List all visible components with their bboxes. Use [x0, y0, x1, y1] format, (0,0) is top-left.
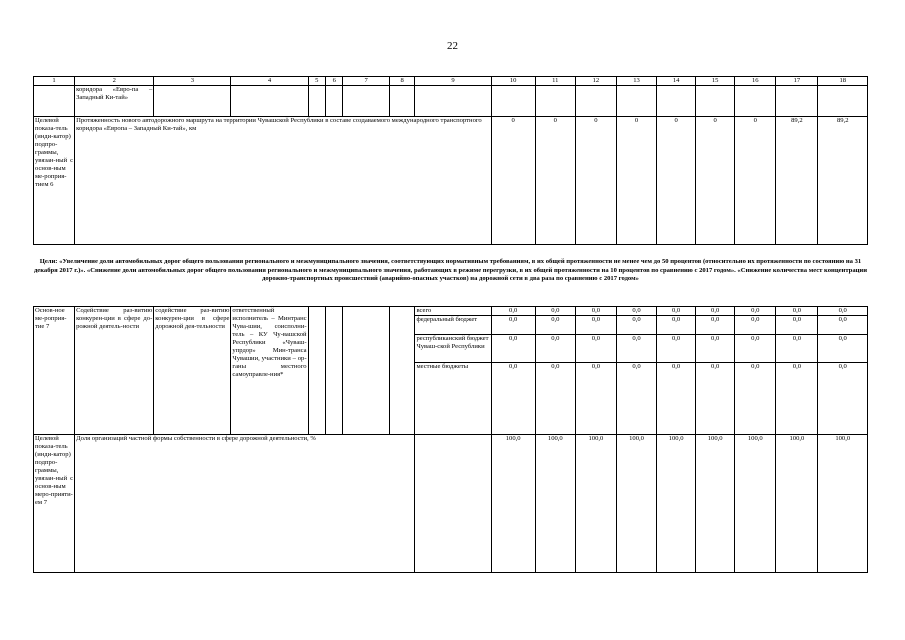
value-cell: 0,0: [818, 316, 868, 335]
value-cell: 0,0: [491, 307, 535, 316]
indicator-label: Целевой показа-тель (инди-катор) подпро-граммы, увязан-ный с основ-ным меро-прияти-ем 7: [34, 435, 75, 573]
value-cell: 0,0: [696, 363, 735, 435]
value-cell: 89,2: [818, 117, 868, 245]
value-cell: 0,0: [616, 307, 656, 316]
value-cell: 0,0: [657, 363, 696, 435]
value-cell: 0,0: [491, 316, 535, 335]
value-cell: 0,0: [735, 335, 776, 363]
col-number: 5: [308, 77, 325, 86]
value-cell: 0,0: [491, 363, 535, 435]
value-cell: 0,0: [696, 316, 735, 335]
col-number: 8: [389, 77, 415, 86]
value-cell: 0,0: [818, 335, 868, 363]
value-cell: 0,0: [818, 307, 868, 316]
col-number: 14: [657, 77, 696, 86]
value-cell: 100,0: [575, 435, 616, 573]
col-number: 6: [326, 77, 343, 86]
col-number: 15: [696, 77, 735, 86]
value-cell: 0: [735, 117, 776, 245]
value-cell: 89,2: [776, 117, 818, 245]
col-number: 1: [34, 77, 75, 86]
value-cell: 0,0: [535, 363, 575, 435]
value-cell: 100,0: [491, 435, 535, 573]
continuation-text: коридора «Евро-па – Западный Ки-тай»: [75, 86, 154, 117]
goals-text: Цели: «Увеличение доли автомобильных дорог общего пользования регионального и межмуниципального значения, соответствующих нормативным требованиям, в их общей протяженности не менее чем до 50 процентов (относительно их протяженности по состоянию на 31 декабря 2017 г.)». «Снижение доли автомобильных дорог общего пользования регионального и межмуниципального значения, работающих в режиме перегрузки, в их общей протяженности на 10 процентов по сравнению с 2017 годом». «Снижение количества мест концентрации дорожно-транспортных происшествий (аварийно-опасных участков) на дорожной сети в два раза по сравнению с 2017 годом»: [33, 258, 868, 282]
value-cell: 0,0: [575, 335, 616, 363]
value-cell: 0,0: [657, 307, 696, 316]
value-cell: 0: [535, 117, 575, 245]
measure-row: [34, 307, 868, 316]
col-number: 18: [818, 77, 868, 86]
col-number: 3: [154, 77, 231, 86]
value-cell: 0,0: [575, 363, 616, 435]
funding-source: местные бюджеты: [415, 363, 491, 435]
value-cell: 0,0: [735, 363, 776, 435]
value-cell: 0,0: [657, 335, 696, 363]
program-table-part2: [33, 306, 868, 573]
value-cell: 0,0: [575, 307, 616, 316]
funding-source: республиканский бюджет Чуваш-ской Республики: [415, 335, 491, 363]
value-cell: 0: [491, 117, 535, 245]
value-cell: 0,0: [735, 307, 776, 316]
indicator-text: Доля организаций частной формы собственности в сфере дорожной деятельности, %: [75, 435, 415, 573]
col-number: 16: [735, 77, 776, 86]
value-cell: 0: [696, 117, 735, 245]
value-cell: 0: [575, 117, 616, 245]
program-table-part1: [33, 76, 868, 245]
indicator-label: Целевой показа-тель (инди-катор) подпро-граммы, увязан-ный с основ-ным ме-роприя-тием 6: [34, 117, 75, 245]
value-cell: 0,0: [616, 335, 656, 363]
value-cell: 0,0: [818, 363, 868, 435]
value-cell: 0,0: [696, 307, 735, 316]
col-number: 10: [491, 77, 535, 86]
measure-task: содействие раз-витию конкурен-ции в сфере дорожной дея-тельности: [154, 307, 231, 435]
measure-label: Основ-ное ме-роприя-тие 7: [34, 307, 75, 435]
col-number: 4: [231, 77, 308, 86]
value-cell: 0,0: [491, 335, 535, 363]
page-number: 22: [447, 40, 458, 52]
funding-source: федеральный бюджет: [415, 316, 491, 335]
value-cell: 0,0: [535, 335, 575, 363]
value-cell: 0,0: [616, 316, 656, 335]
value-cell: 0,0: [535, 316, 575, 335]
col-number: 11: [535, 77, 575, 86]
value-cell: 100,0: [735, 435, 776, 573]
measure-executors: ответственный исполнитель – Минтранс Чува-шии, соисполни-тель – КУ Чу-вашской Республики «Чуваш-упрдор» Мин-транса Чувашии, участники – ор-ганы местного самоуправле-ния*: [231, 307, 308, 435]
value-cell: 0,0: [776, 316, 818, 335]
value-cell: 0,0: [776, 307, 818, 316]
col-number: 12: [575, 77, 616, 86]
value-cell: 0: [616, 117, 656, 245]
col-number: 2: [75, 77, 154, 86]
indicator-row-7: [34, 435, 868, 573]
value-cell: 100,0: [657, 435, 696, 573]
value-cell: 0,0: [735, 316, 776, 335]
col-number: 7: [343, 77, 389, 86]
value-cell: 100,0: [535, 435, 575, 573]
continuation-row: [34, 86, 868, 117]
value-cell: 0,0: [696, 335, 735, 363]
value-cell: 0,0: [535, 307, 575, 316]
value-cell: 0,0: [776, 363, 818, 435]
funding-source: всего: [415, 307, 491, 316]
value-cell: 100,0: [696, 435, 735, 573]
value-cell: 100,0: [616, 435, 656, 573]
value-cell: 0,0: [776, 335, 818, 363]
col-number: 17: [776, 77, 818, 86]
value-cell: 0,0: [616, 363, 656, 435]
indicator-row-6: [34, 117, 868, 245]
col-number: 13: [616, 77, 656, 86]
col-number: 9: [415, 77, 491, 86]
value-cell: 100,0: [776, 435, 818, 573]
value-cell: 100,0: [818, 435, 868, 573]
indicator-text: Протяженность нового автодорожного маршрута на территории Чувашской Республики в составе создаваемого международного транспортного коридора «Европа – Западный Ки-тай», км: [75, 117, 491, 245]
value-cell: 0: [657, 117, 696, 245]
measure-name: Содействие раз-витию конкурен-ции в сфере до-рожной деятель-ности: [75, 307, 154, 435]
value-cell: 0,0: [657, 316, 696, 335]
value-cell: 0,0: [575, 316, 616, 335]
header-number-row: [34, 77, 868, 86]
